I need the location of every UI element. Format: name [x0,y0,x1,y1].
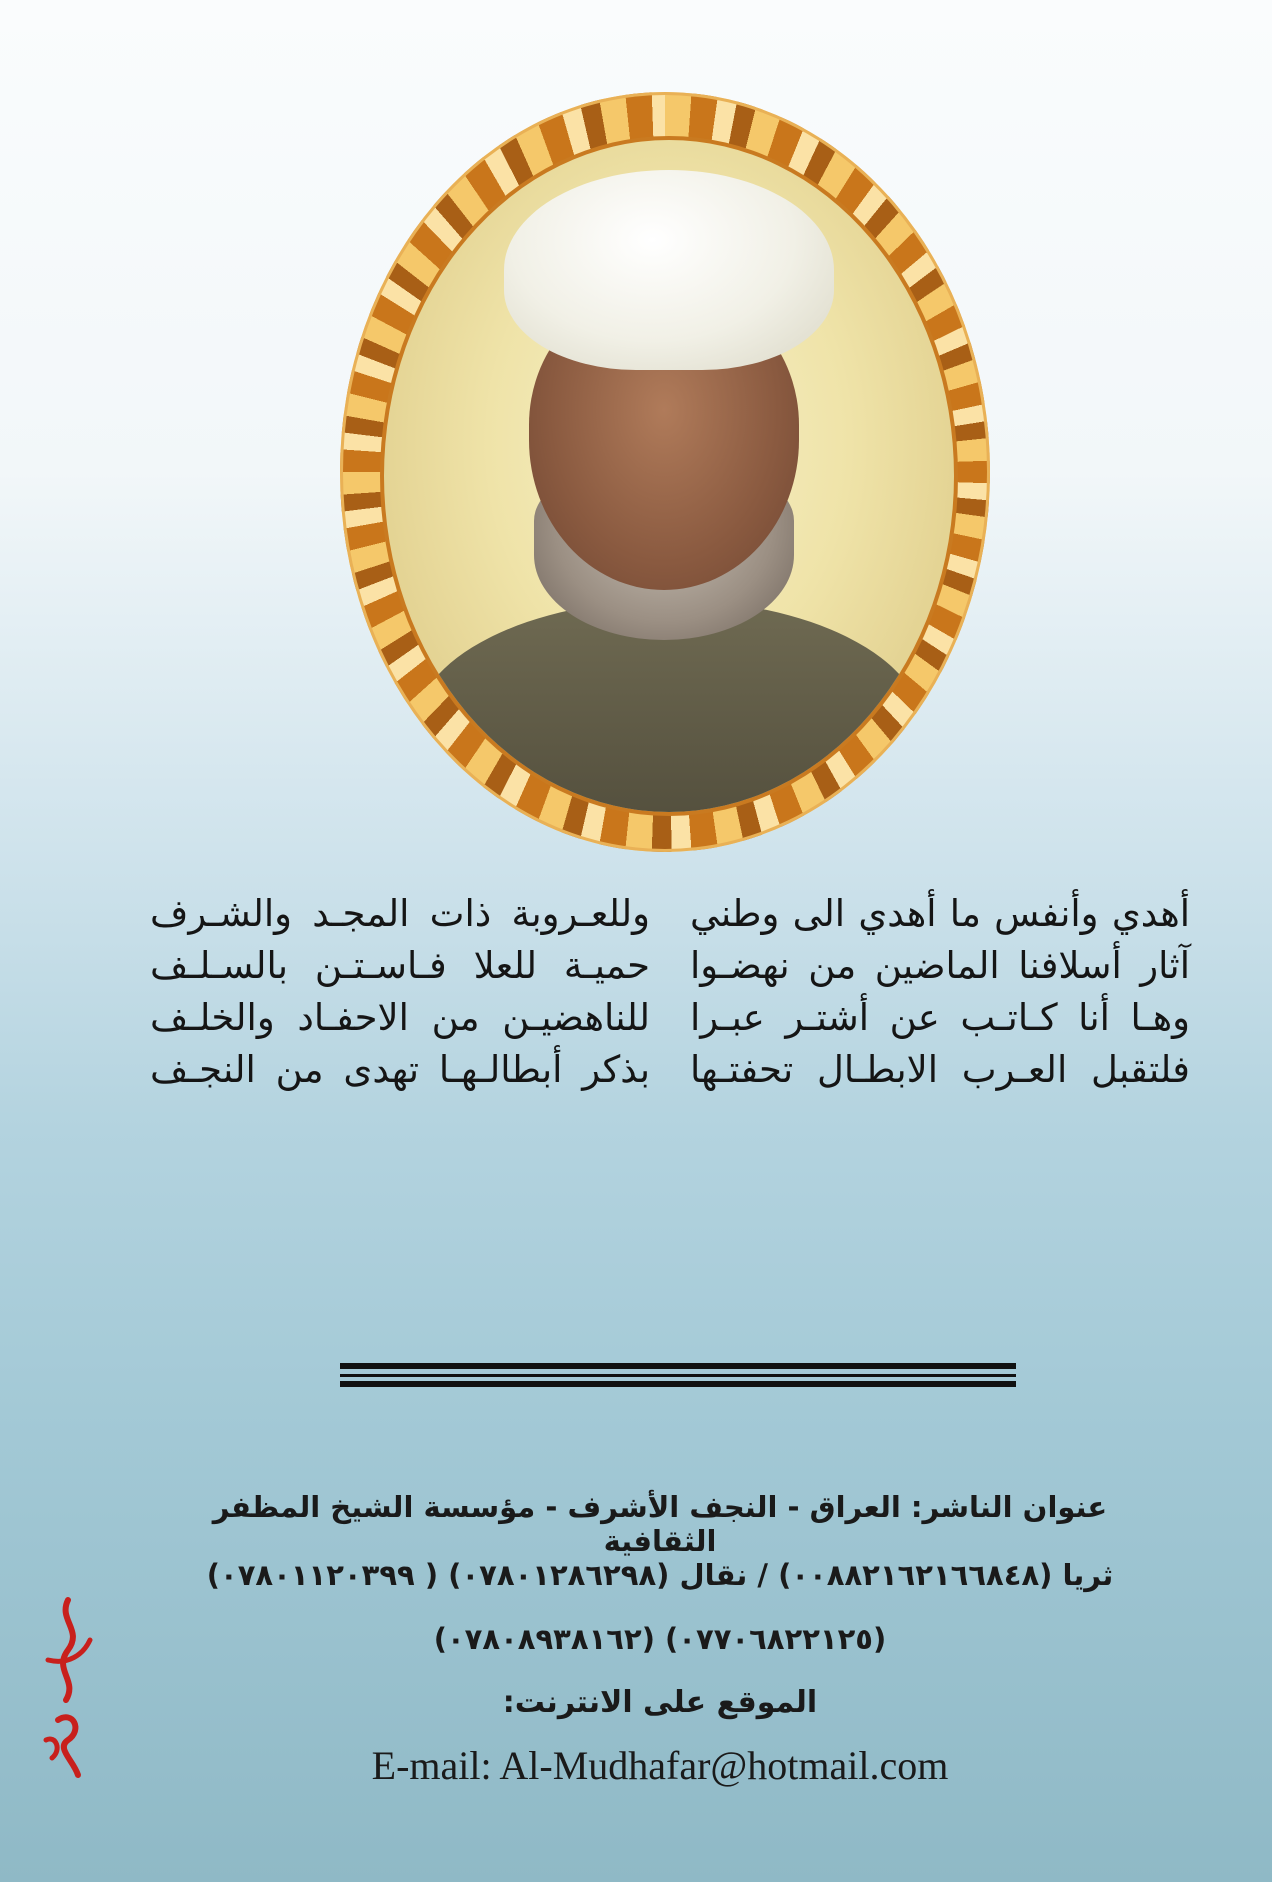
poem-hemistich-left: للناهضيـن من الاحفـاد والخلـف [150,996,650,1039]
website-label: الموقع على الانترنت: [502,1685,818,1720]
poem-line [150,1044,1190,1096]
turban [504,170,834,370]
poem [150,888,1190,1096]
poem-hemistich-left: بذكر أبطالـهـا تهدى من النجـف [150,1048,650,1091]
signature [28,1590,108,1790]
poem-line [150,992,1190,1044]
poem-line [150,888,1190,940]
poem-hemistich-right: وهـا أنا كـاتـب عن أشتـر عبـرا [690,996,1190,1039]
poem-hemistich-right: أهدي وأنفس ما أهدي الى وطني [690,892,1190,935]
poem-line [150,940,1190,992]
portrait-image [380,136,958,816]
portrait-figure [384,140,954,812]
publisher-phones-extra: (٠٧٧٠٦٨٢٢١٢٥) (٠٧٨٠٨٩٣٨١٦٢) [433,1622,887,1656]
divider-rule [340,1381,1016,1387]
portrait [340,92,990,852]
poem-hemistich-right: فلتقبل العـرب الابطـال تحفتـها [690,1048,1190,1091]
publisher-phones: ثريا (٠٠٨٨٢١٦٢١٦٦٨٤٨) / نقال (٠٧٨٠١٢٨٦٢٩٨) ( ٠٧٨٠١١٢٠٣٩٩) [206,1558,1114,1592]
poem-hemistich-left: حميـة للعلا فـاسـتـن بالسـلـف [150,944,650,987]
divider-rule [340,1363,1016,1369]
publisher-email: E-mail: Al-Mudhafar@hotmail.com [371,1743,949,1788]
publisher-address: عنوان الناشر: العراق - النجف الأشرف - مؤسسة الشيخ المظفر الثقافية [212,1490,1108,1558]
poem-hemistich-left: وللعـروبة ذات المجـد والشـرف [150,892,650,935]
poem-hemistich-right: آثار أسلافنا الماضين من نهضـوا [690,944,1190,987]
divider-rule [340,1374,1016,1377]
